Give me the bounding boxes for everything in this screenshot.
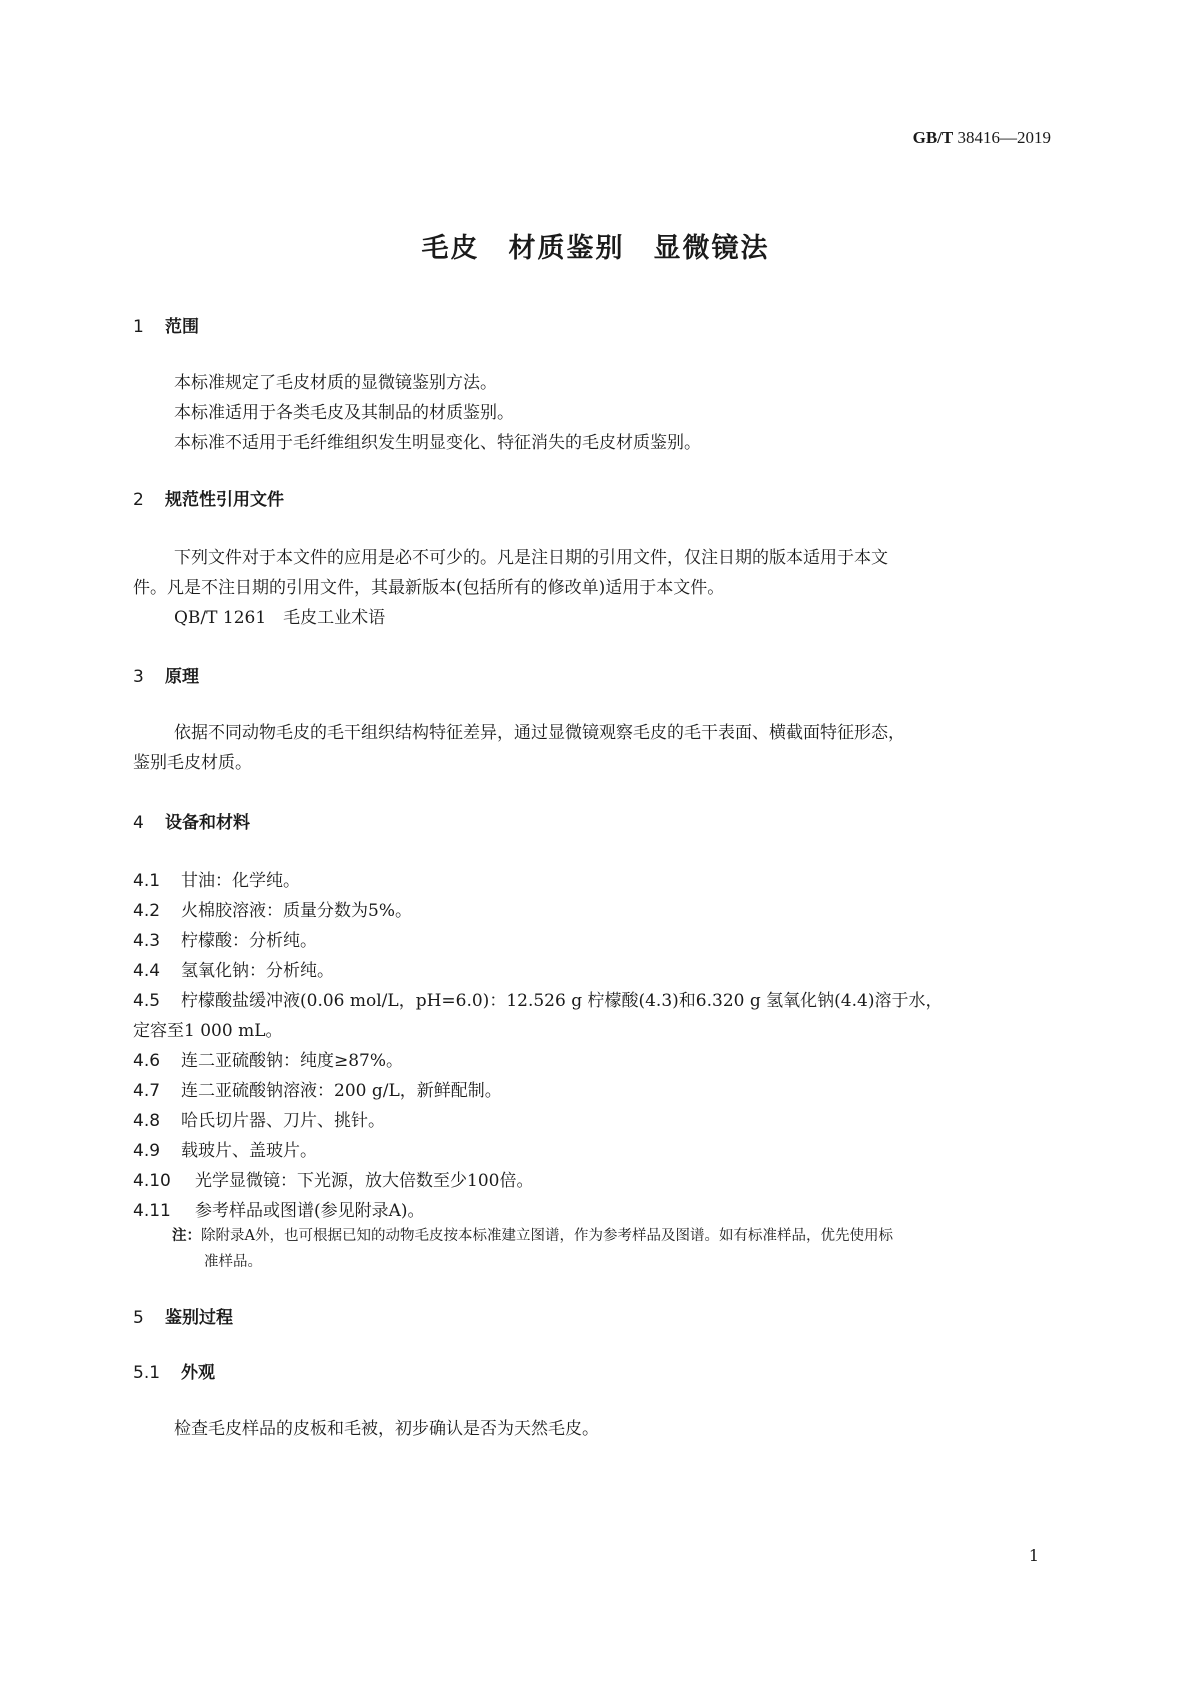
note-text: 除附录A外，也可根据已知的动物毛皮按本标准建立图谱，作为参考样品及图谱。如有标准样品，优先使用标 — [201, 1228, 893, 1244]
list-item — [133, 1196, 425, 1221]
section-title: 范围 — [165, 317, 199, 337]
item-number: 4.5 — [133, 991, 161, 1011]
section-number: 5 — [133, 1308, 144, 1328]
item-text: 火棉胶溶液：质量分数为5%。 — [181, 901, 412, 921]
list-item-continuation — [133, 1016, 282, 1041]
item-number: 4.11 — [133, 1201, 171, 1221]
page-number: 1 — [1028, 1546, 1039, 1565]
item-number: 4.2 — [133, 901, 161, 921]
list-item — [133, 926, 317, 951]
item-text: 柠檬酸盐缓冲液(0.06 mol/L，pH=6.0)：12.526 g 柠檬酸(4.3)和6.320 g 氢氧化钠(4.4)溶于水， — [181, 991, 943, 1011]
list-item — [133, 866, 300, 891]
section-1-heading — [133, 312, 199, 337]
item-number: 4.8 — [133, 1111, 161, 1131]
list-item — [133, 986, 942, 1011]
item-number: 4.10 — [133, 1171, 171, 1191]
item-number: 4.3 — [133, 931, 161, 951]
standard-number: 38416—2019 — [957, 128, 1051, 147]
paragraph: 鉴别毛皮材质。 — [133, 753, 252, 773]
list-item — [133, 1106, 385, 1131]
section-3-heading — [133, 662, 199, 687]
list-item — [133, 1076, 502, 1101]
paragraph: 件。凡是不注日期的引用文件，其最新版本(包括所有的修改单)适用于本文件。 — [133, 578, 725, 598]
subsection-5-1-heading — [133, 1358, 215, 1383]
standard-code — [913, 128, 1051, 148]
section-title: 鉴别过程 — [165, 1308, 233, 1328]
paragraph: 本标准适用于各类毛皮及其制品的材质鉴别。 — [174, 403, 514, 423]
item-text: 载玻片、盖玻片。 — [181, 1141, 317, 1161]
section-title: 设备和材料 — [165, 813, 250, 833]
normative-reference: QB/T 1261 毛皮工业术语 — [174, 608, 386, 628]
item-number: 4.7 — [133, 1081, 161, 1101]
item-number: 4.6 — [133, 1051, 161, 1071]
item-text: 连二亚硫酸钠：纯度≥87%。 — [181, 1051, 404, 1071]
section-5-heading — [133, 1303, 233, 1328]
item-number: 4.1 — [133, 871, 161, 891]
subsection-title: 外观 — [181, 1363, 215, 1383]
note-continuation: 准样品。 — [204, 1254, 262, 1270]
item-text: 柠檬酸：分析纯。 — [181, 931, 317, 951]
item-text: 甘油：化学纯。 — [181, 871, 300, 891]
paragraph: 本标准规定了毛皮材质的显微镜鉴别方法。 — [174, 373, 497, 393]
section-title: 原理 — [165, 667, 199, 687]
item-text: 定容至1 000 mL。 — [133, 1021, 283, 1041]
paragraph: 下列文件对于本文件的应用是必不可少的。凡是注日期的引用文件，仅注日期的版本适用于本文 — [174, 548, 888, 568]
standard-prefix: GB/T — [912, 128, 954, 147]
item-text: 哈氏切片器、刀片、挑针。 — [181, 1111, 385, 1131]
item-text: 氢氧化钠：分析纯。 — [181, 961, 334, 981]
list-item — [133, 1166, 533, 1191]
item-text: 参考样品或图谱(参见附录A)。 — [195, 1201, 425, 1221]
paragraph: 依据不同动物毛皮的毛干组织结构特征差异，通过显微镜观察毛皮的毛干表面、横截面特征形态， — [174, 723, 905, 743]
section-title: 规范性引用文件 — [165, 490, 284, 510]
list-item — [133, 1046, 403, 1071]
document-title: 毛皮 材质鉴别 显微镜法 — [421, 233, 770, 264]
paragraph: 检查毛皮样品的皮板和毛被，初步确认是否为天然毛皮。 — [174, 1419, 599, 1439]
item-text: 光学显微镜：下光源，放大倍数至少100倍。 — [195, 1171, 534, 1191]
item-number: 4.9 — [133, 1141, 161, 1161]
section-2-heading — [133, 485, 284, 510]
item-number: 4.4 — [133, 961, 161, 981]
note — [172, 1224, 893, 1245]
list-item — [133, 1136, 317, 1161]
section-number: 3 — [133, 667, 144, 687]
section-number: 2 — [133, 490, 144, 510]
section-number: 4 — [133, 813, 144, 833]
item-text: 连二亚硫酸钠溶液：200 g/L，新鲜配制。 — [181, 1081, 502, 1101]
list-item — [133, 956, 334, 981]
note-label: 注： — [172, 1228, 201, 1244]
subsection-number: 5.1 — [133, 1363, 161, 1383]
paragraph: 本标准不适用于毛纤维组织发生明显变化、特征消失的毛皮材质鉴别。 — [174, 433, 701, 453]
section-4-heading — [133, 808, 250, 833]
section-number: 1 — [133, 317, 144, 337]
list-item — [133, 896, 412, 921]
